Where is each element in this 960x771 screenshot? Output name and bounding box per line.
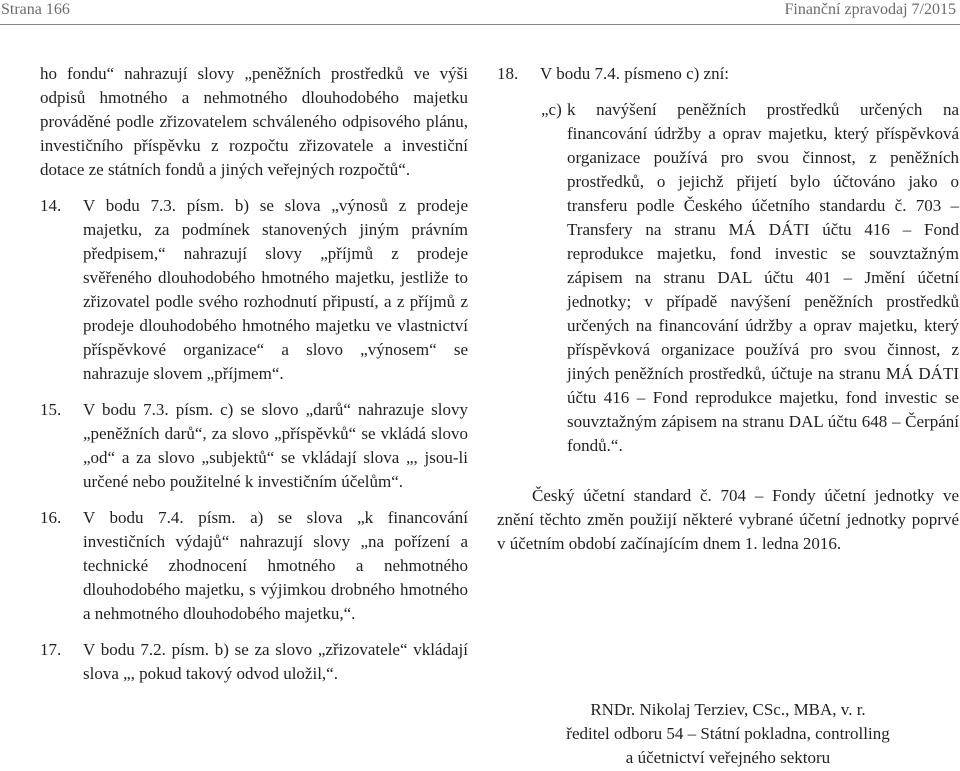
item-text: V bodu 7.2. písm. b) se za slovo „zřizovatele“ vkládají slova „, pokud takový odvod uložil,“. <box>83 640 468 683</box>
sub-item-c <box>497 98 959 458</box>
page-number: Strana 166 <box>1 1 70 18</box>
header-divider <box>0 24 960 25</box>
amendment-item-16 <box>40 506 468 626</box>
continued-paragraph: ho fondu“ nahrazují slovy „peněžních prostředků ve výši odpisů hmotného a nehmotného dlouhodobého majetku prováděné podle zřizovatelem schváleného odpisového plánu, investičního příspěvku z rozpočtu zřizovatele a investiční dotace ze státních fondů a jiných veřejných rozpočtů“. <box>40 64 468 179</box>
page-header <box>0 0 960 26</box>
publication-title: Finanční zpravodaj 7/2015 <box>784 1 956 18</box>
item-text: V bodu 7.4. písmeno c) zní: <box>540 64 730 83</box>
amendment-item-14 <box>40 194 468 386</box>
amendment-item-15 <box>40 398 468 494</box>
signature-block <box>497 698 959 770</box>
amendment-item-18 <box>497 62 959 86</box>
sub-item-text: k navýšení peněžních prostředků určených na financování údržby a oprav majetku, který příspěvková organizace používá pro svou činnost, z peněžních prostředků, o jejichž přijetí bylo účtováno jako o transferu podle Českého účetního standardu č. 703 – Transfery na stranu MÁ DÁTI účtu 416 – Fond reprodukce majetku, fond investic se souvztažným zápisem na stranu DAL účtu 401 – Jmění účetní jednotky; v případě navýšení peněžních prostředků určených na financování údržby a oprav majetku, který příspěvková organizace používá pro svou činnost, z jiných peněžních prostředků, účtuje na stranu MÁ DÁTI účtu 416 – Fond reprodukce majetku, fond investic se souvztažným zápisem na stranu DAL účtu 648 – Čerpání fondů.“. <box>567 100 959 455</box>
signatory-role-line-1: ředitel odboru 54 – Státní pokladna, controlling <box>566 724 890 743</box>
item-number: 15. <box>40 400 62 419</box>
item-text: V bodu 7.3. písm. b) se slova „výnosů z prodeje majetku, za podmínek stanovených jiným právním předpisem,“ nahrazují slovy „příjmů z prodeje svěřeného dlouhodobého hmotného majetku, jestliže to zřizovatel podle svého rozhodnutí připustí, a z příjmů z prodeje dlouhodobého hmotného majetku ve vlastnictví příspěvkové organizace“ a slovo „výnosem“ se nahrazuje slovem „příjmem“. <box>83 196 468 383</box>
item-number: 18. <box>497 64 519 83</box>
item-number: 16. <box>40 508 62 527</box>
signatory-role-line-2: a účetnictví veřejného sektoru <box>625 748 831 767</box>
closing-paragraph: Český účetní standard č. 704 – Fondy účetní jednotky ve znění těchto změn použijí některé vybrané účetní jednotky poprvé v účetním období začínajícím dnem 1. ledna 2016. <box>497 486 959 553</box>
right-column <box>497 62 959 556</box>
sub-item-label: „c) <box>541 100 562 119</box>
item-text: V bodu 7.3. písm. c) se slovo „darů“ nahrazuje slovy „peněžních darů“, za slovo „příspěvků“ se vkládá slovo „od“ a za slovo „subjektů“ se vkládají slova „, jsou-li určené nebo použitelné k investičním účelům“. <box>83 400 468 491</box>
amendment-item-17 <box>40 638 468 686</box>
signatory-name: RNDr. Nikolaj Terziev, CSc., MBA, v. r. <box>590 700 866 719</box>
left-column <box>40 62 468 698</box>
item-text: V bodu 7.4. písm. a) se slova „k financování investičních výdajů“ nahrazují slovy „na pořízení a technické zhodnocení hmotného a nehmotného dlouhodobého majetku, s výjimkou drobného hmotného a nehmotného dlouhodobého majetku,“. <box>83 508 468 623</box>
item-number: 17. <box>40 640 62 659</box>
item-number: 14. <box>40 196 62 215</box>
